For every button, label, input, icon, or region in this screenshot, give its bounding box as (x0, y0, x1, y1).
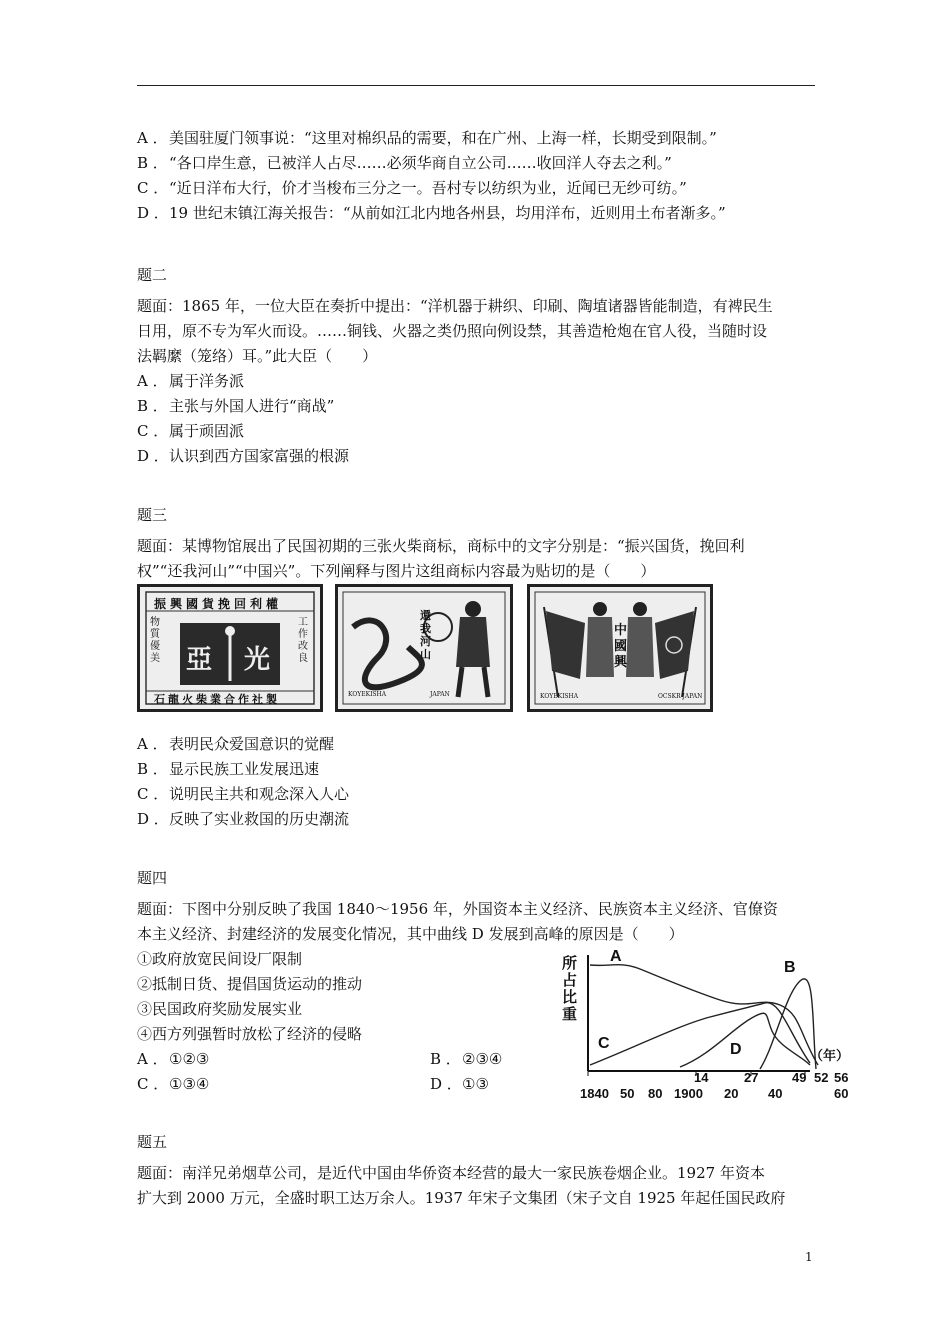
q4-stem-line: 题面：下图中分别反映了我国 1840～1956 年，外国资本主义经济、民族资本主义经济、官僚资 (137, 900, 778, 918)
q3-stem-line: 题面：某博物馆展出了民国初期的三张火柴商标，商标中的文字分别是：“振兴国货，挽回利 (137, 537, 745, 555)
stamp1-right-text: 工作改良 (298, 617, 308, 664)
q3-option-a: A ．表明民众爱国意识的觉醒 (137, 735, 335, 753)
stamp3-brand-right: OCSKR JAPAN (658, 693, 703, 700)
stamp1-left-text: 物質優美 (150, 617, 160, 664)
header-rule (137, 85, 815, 86)
q4-answer-b: B ．②③④ (430, 1050, 503, 1068)
q4-answer-d: D ．①③ (430, 1075, 489, 1093)
q2-heading: 题二 (137, 266, 168, 284)
x-tick-label: 1840 (580, 1086, 609, 1101)
matchbox-label-1 (137, 584, 323, 712)
x-tick-label: 80 (648, 1086, 663, 1101)
q2-option-a: A ．属于洋务派 (137, 372, 245, 390)
q5-stem-line: 扩大到 2000 万元，全盛时职工达万余人。1937 年宋子文集团（宋子文自 1925 年起任国民政府 (137, 1189, 786, 1207)
series-label-d: D (730, 1041, 742, 1058)
q4-stem-line: 本主义经济、封建经济的发展变化情况，其中曲线 D 发展到高峰的原因是（ ） (137, 925, 684, 943)
series-label-b: B (784, 959, 796, 976)
q3-option-b: B ．显示民族工业发展迅速 (137, 760, 320, 778)
stamp1-top-text: 振興國貨挽回利權 (154, 597, 283, 611)
chart-xlabel: （年） (810, 1048, 850, 1063)
x-tick-label: 27 (744, 1070, 759, 1085)
x-tick-label: 56 (834, 1070, 849, 1085)
stamp1-char-2: 光 (244, 645, 271, 675)
q5-heading: 题五 (137, 1133, 168, 1151)
series-line-c (590, 1003, 810, 1065)
q2-stem-line: 日用，原不专为军火而设。……铜钱、火器之类仍照向例设禁，其善造枪炮在官人役，当随时设 (137, 322, 768, 340)
page-number: 1 (805, 1250, 813, 1264)
x-tick-label: 60 (834, 1086, 849, 1101)
q1-option-a: A ．美国驻厦门领事说：“这里对棉织品的需要，和在广州、上海一样，长期受到限制。” (137, 129, 717, 147)
q4-answer-a: A ．①②③ (137, 1050, 210, 1068)
chart-ylabel: 所占比重 (562, 955, 578, 1023)
q4-item-3: ③民国政府奖励发展实业 (137, 1000, 303, 1018)
q5-stem-line: 题面：南洋兄弟烟草公司，是近代中国由华侨资本经营的最大一家民族卷烟企业。1927 年资本 (137, 1164, 765, 1182)
matchbox-labels (137, 584, 713, 712)
stamp2-slogan: 還我河山 (420, 609, 431, 661)
x-tick-label: 50 (620, 1086, 635, 1101)
series-line-d (680, 1013, 810, 1067)
q1-option-d: D ．19 世纪末镇江海关报告：“从前如江北内地各州县，均用洋布，近则用土布者渐多。” (137, 204, 726, 222)
q1-option-b: B ．“各口岸生意，已被洋人占尽……必须华商自立公司……收回洋人夺去之利。” (137, 154, 672, 172)
q2-stem-line: 题面：1865 年，一位大臣在奏折中提出：“洋机器于耕织、印刷、陶埴诸器皆能制造，有裨民生 (137, 297, 773, 315)
q4-item-4: ④西方列强暂时放松了经济的侵略 (137, 1025, 363, 1043)
q4-answer-c: C ．①③④ (137, 1075, 210, 1093)
economy-share-chart (560, 945, 860, 1107)
stamp1-bottom-text: 石龍火柴業合作社製 (154, 693, 280, 706)
x-tick-label: 49 (792, 1070, 807, 1085)
matchbox-label-3 (527, 584, 713, 712)
q3-heading: 题三 (137, 506, 168, 524)
matchbox-label-2 (335, 584, 513, 712)
stamp3-brand-left: KOYEKISHA (540, 693, 579, 700)
stamp1-char-1: 亞 (186, 645, 213, 675)
x-tick-label: 14 (694, 1070, 709, 1085)
q4-item-2: ②抵制日货、提倡国货运动的推动 (137, 975, 363, 993)
q1-option-c: C ．“近日洋布大行，价才当梭布三分之一。吾村专以纺织为业，近闻已无纱可纺。” (137, 179, 687, 197)
q4-item-1: ①政府放宽民间设厂限制 (137, 950, 303, 968)
q2-option-c: C ．属于顽固派 (137, 422, 245, 440)
q2-stem-line: 法羁縻（笼络）耳。”此大臣（ ） (137, 347, 378, 365)
q2-option-d: D ．认识到西方国家富强的根源 (137, 447, 350, 465)
series-line-a (590, 965, 818, 1065)
q3-stem-line: 权”“还我河山”“中国兴”。下列阐释与图片这组商标内容最为贴切的是（ ） (137, 562, 656, 580)
x-tick-label: 40 (768, 1086, 783, 1101)
q2-option-b: B ．主张与外国人进行“商战” (137, 397, 335, 415)
q3-option-d: D ．反映了实业救国的历史潮流 (137, 810, 350, 828)
stamp2-brand-right: JAPAN (430, 691, 450, 698)
q3-option-c: C ．说明民主共和观念深入人心 (137, 785, 350, 803)
x-tick-label: 1900 (674, 1086, 703, 1101)
x-tick-label: 52 (814, 1070, 829, 1085)
stamp3-slogan: 中國興 (614, 623, 628, 670)
series-label-c: C (598, 1035, 610, 1052)
stamp2-brand-left: KOYEKISHA (348, 691, 387, 698)
x-tick-label: 20 (724, 1086, 739, 1101)
q4-heading: 题四 (137, 869, 168, 887)
series-label-a: A (610, 948, 622, 965)
